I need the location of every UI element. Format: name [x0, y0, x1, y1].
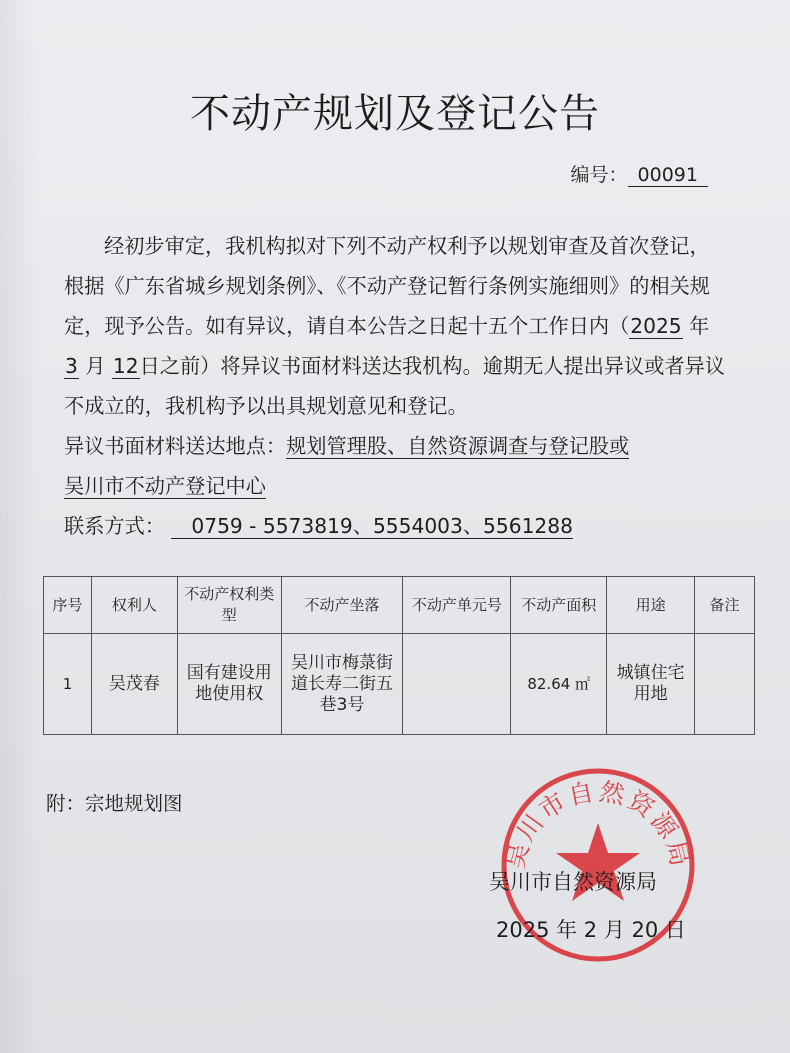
table-header-cell: 不动产面积 — [511, 577, 607, 634]
table-cell-remark — [695, 634, 755, 735]
address-line — [64, 426, 728, 466]
table-cell-unit-no — [403, 634, 511, 735]
contact-label: 联系方式： — [64, 514, 165, 538]
table-row — [44, 634, 755, 735]
address-value-1: 规划管理股、自然资源调查与登记股或 — [286, 434, 630, 458]
issuer-name: 吴川市自然资源局 — [489, 870, 657, 894]
deadline-month-unit: 月 — [85, 354, 106, 378]
doc-number-value: 00091 — [628, 164, 708, 187]
deadline-month: 3 — [65, 354, 78, 378]
page-shadow — [0, 0, 40, 1053]
table-header-cell: 不动产坐落 — [281, 577, 403, 634]
table-header-cell: 权利人 — [91, 577, 177, 634]
table-cell-right-type: 国有建设用地使用权 — [177, 634, 281, 735]
table-cell-usage: 城镇住宅用地 — [607, 634, 695, 735]
page-title: 不动产规划及登记公告 — [190, 91, 600, 137]
notice-body — [64, 226, 728, 546]
table-cell-area: 82.64 ㎡ — [511, 634, 607, 735]
table-cell-index: 1 — [44, 634, 92, 735]
issue-date: 2025 年 2 月 20 日 — [496, 918, 686, 942]
table-header-cell: 用途 — [607, 577, 695, 634]
deadline-day: 12 — [112, 354, 139, 378]
contact-value: 0759 - 5573819、5554003、5561288 — [171, 514, 573, 539]
table-header-row — [44, 577, 755, 634]
deadline-year-unit: 年 — [689, 314, 710, 338]
address-value-2: 吴川市不动产登记中心 — [64, 474, 266, 498]
doc-number — [571, 160, 708, 187]
table-header-cell: 备注 — [695, 577, 755, 634]
notice-paragraph — [64, 226, 728, 426]
notice-text-b: 日之前）将异议书面材料送达我机构。逾期无人提出异议或者异议不成立的，我机构予以出具规划意见和登记。 — [64, 354, 726, 418]
address-label: 异议书面材料送达地点： — [64, 434, 287, 458]
property-table — [43, 576, 755, 735]
table-header-cell: 序号 — [44, 577, 92, 634]
seal-text: 吴川市自然资源局 — [500, 776, 696, 872]
notice-text-a: 经初步审定，我机构拟对下列不动产权利予以规划审查及首次登记，根据《广东省城乡规划条例》、《不动产登记暂行条例实施细则》的相关规定，现予公告。如有异议，请自本公告之日起十五个工作日内（ — [64, 234, 710, 338]
table-cell-location: 吴川市梅菉街道长寿二街五巷3号 — [281, 634, 403, 735]
table-header-cell: 不动产单元号 — [403, 577, 511, 634]
table-header-cell: 不动产权利类型 — [177, 577, 281, 634]
contact-line — [64, 506, 728, 546]
address-line-2 — [64, 466, 728, 506]
doc-number-label: 编号： — [570, 164, 628, 186]
attachment-note: 附：宗地规划图 — [46, 792, 183, 815]
table-cell-owner: 吴茂春 — [91, 634, 177, 735]
deadline-year: 2025 — [630, 314, 682, 338]
